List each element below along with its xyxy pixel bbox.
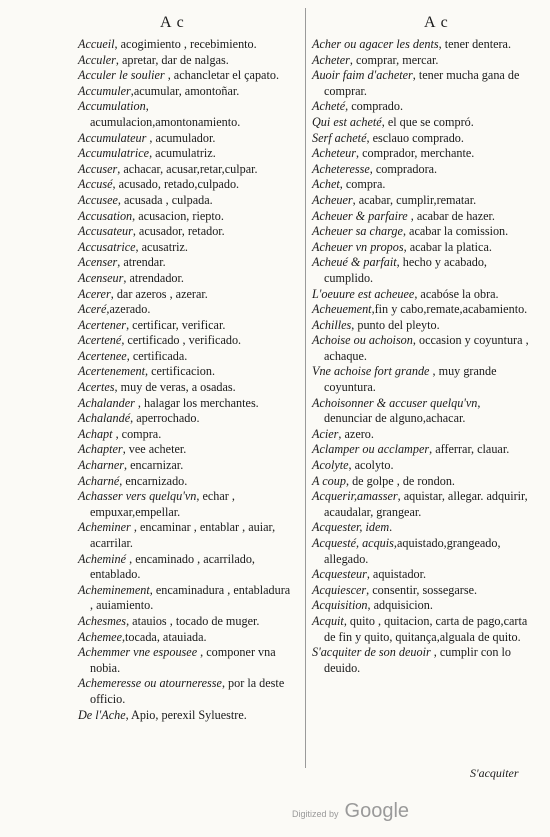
entry-headword: Acier (312, 426, 339, 441)
entry-headword: Vne achoise fort grande (312, 364, 430, 379)
dictionary-entry (312, 520, 530, 536)
entry-headword: Acheté (312, 99, 346, 114)
entry-definition: , comprador, merchante. (356, 146, 475, 161)
entry-headword: Acheminé (78, 551, 127, 566)
entry-definition: , cumplir con lo deuido. (324, 645, 511, 675)
entry-definition: , compra. (339, 177, 386, 192)
entry-headword: Auoir faim d'acheter (312, 68, 413, 83)
dictionary-entry (312, 162, 530, 178)
dictionary-entry (78, 240, 294, 256)
entry-definition: , de golpe , de rondon. (345, 473, 455, 488)
dictionary-entry (78, 396, 294, 412)
dictionary-entry (312, 427, 530, 443)
entry-definition: , tener mucha gana de comprar. (324, 68, 520, 98)
entry-definition: , certificacion. (145, 364, 216, 379)
entry-headword: Achasser vers quelqu'vn (78, 489, 197, 504)
entry-definition: , aquistador. (366, 567, 427, 582)
entry-headword: Acculer le soulier (78, 68, 165, 83)
entry-definition: , acusador, retador. (132, 224, 225, 239)
dictionary-entry (312, 302, 530, 318)
dictionary-entry (312, 224, 530, 240)
entry-headword: Acheuer vn propos (312, 239, 404, 254)
dictionary-entry (78, 68, 294, 84)
dictionary-entry (78, 552, 294, 583)
entry-definition: , certificado , verificado. (121, 333, 242, 348)
entry-definition: , componer vna nobia. (90, 645, 276, 675)
entry-headword: Acharner (78, 458, 125, 473)
digitized-label: Digitized by (292, 809, 339, 819)
dictionary-entry (78, 255, 294, 271)
entry-headword: Acerer (78, 286, 111, 301)
entry-headword: Acquit (312, 613, 344, 628)
entry-headword: Achemmer vne espousee (78, 645, 198, 660)
entry-definition: , tener dentera. (438, 37, 511, 51)
dictionary-entry (78, 224, 294, 240)
entry-headword: De l'Ache (78, 707, 126, 722)
dictionary-entry (312, 68, 530, 99)
entry-headword: Acheuer & parfaire (312, 208, 408, 223)
dictionary-entry (312, 458, 530, 474)
entry-headword: Achemee (78, 629, 122, 644)
entry-definition: , encarnizado. (119, 473, 188, 488)
entry-headword: Achalandé (78, 411, 131, 426)
entry-definition: , encaminado , acarrilado, entablado. (90, 551, 255, 582)
entry-definition: , encaminar , entablar , auiar, acarrilar. (90, 520, 276, 550)
entry-headword: Achoise ou achoison (312, 333, 413, 348)
entry-headword: Acheteresse (312, 161, 370, 176)
entry-definition: , acabóse la obra. (414, 286, 499, 301)
dictionary-entry (78, 442, 294, 458)
entry-headword: Aceré (78, 302, 107, 317)
catchword: S'acquiter (470, 766, 519, 780)
dictionary-entry (78, 209, 294, 225)
entry-headword: Acheminement (78, 582, 150, 597)
dictionary-entry (78, 146, 294, 162)
entry-definition: , certificada. (126, 348, 188, 363)
dictionary-entry (78, 37, 294, 53)
dictionary-entry (312, 287, 530, 303)
dictionary-entry (78, 474, 294, 490)
entry-headword: Accusatrice (78, 239, 136, 254)
entry-definition: , comprado. (345, 99, 404, 114)
entry-definition: , el que se compró. (381, 114, 474, 129)
entry-headword: Acheminer (78, 520, 131, 535)
dictionary-entry (78, 583, 294, 614)
entry-definition: , acabar de hazer. (407, 208, 495, 223)
entry-headword: Acolyte (312, 458, 349, 473)
dictionary-entry (312, 193, 530, 209)
entry-definition: . (389, 520, 393, 535)
dictionary-entry (312, 598, 530, 614)
entry-definition: , afferrar, clauar. (429, 442, 510, 457)
dictionary-entry (312, 489, 530, 520)
dictionary-entry (78, 333, 294, 349)
entry-headword: Acertené (78, 333, 122, 348)
entry-definition: , punto del pleyto. (351, 317, 440, 332)
entry-headword: Acquester, idem (312, 520, 390, 535)
entry-headword: Accueil (78, 37, 115, 51)
dictionary-entry (78, 318, 294, 334)
entry-definition: , acabar, cumplir,rematar. (352, 192, 477, 207)
dictionary-entry (312, 115, 530, 131)
dictionary-entry (78, 131, 294, 147)
entry-definition: , achancletar el çapato. (164, 68, 279, 83)
entry-definition: , acusacion, riepto. (132, 208, 224, 223)
entry-headword: L'oeuure est acheuee (312, 286, 415, 301)
dictionary-entry (78, 53, 294, 69)
entry-headword: Accumulateur (78, 130, 147, 145)
entry-definition: , adquisicion. (367, 598, 433, 613)
entry-definition: , apretar, dar de nalgas. (115, 52, 229, 67)
entry-definition: , hecho y acabado, cumplido. (324, 255, 487, 285)
entry-headword: Achoisonner & accuser quelqu'vn (312, 395, 478, 410)
entry-definition: , achacar, acusar,retar,culpar. (117, 161, 258, 176)
entry-headword: Achesmes (78, 613, 127, 628)
entry-definition: , comprar, mercar. (349, 52, 439, 67)
entry-definition: ,acumular, amontoñar. (130, 83, 240, 98)
dictionary-entry (78, 411, 294, 427)
entry-definition: ,aquistado,grangeado, allegado. (324, 536, 501, 566)
entry-definition: , certificar, verificar. (126, 317, 226, 332)
dictionary-entry (78, 380, 294, 396)
entry-definition: , halagar los merchantes. (134, 395, 259, 410)
entry-definition: , acumulatriz. (149, 146, 216, 161)
entry-definition: , compra. (112, 426, 162, 441)
entry-headword: Achalander (78, 395, 135, 410)
entry-headword: Achapter (78, 442, 123, 457)
entry-headword: Acquiescer (312, 582, 367, 597)
entry-headword: Accusation (78, 208, 133, 223)
dictionary-entry (78, 427, 294, 443)
dictionary-entry (78, 162, 294, 178)
entry-definition: , azero. (338, 426, 374, 441)
entry-definition: , compradora. (369, 161, 438, 176)
dictionary-entry (78, 349, 294, 365)
right-running-head: A c (424, 14, 449, 31)
entry-headword: Achilles (312, 317, 352, 332)
entry-definition: , muy de veras, a osadas. (114, 380, 236, 395)
entry-definition: , esclauo comprado. (366, 130, 464, 145)
entry-headword: Achet (312, 177, 340, 192)
dictionary-entry (312, 614, 530, 645)
entry-headword: Acheter (312, 52, 350, 67)
entry-headword: Accumulatrice (78, 146, 150, 161)
entry-definition: , acusatriz. (135, 239, 188, 254)
dictionary-entry (78, 708, 294, 724)
dictionary-entry (312, 99, 530, 115)
entry-headword: Accuser (78, 161, 118, 176)
entry-headword: Acheteur (312, 146, 356, 161)
entry-definition: , denunciar de alguno,achacar. (324, 395, 481, 426)
entry-headword: Aclamper ou acclamper (312, 442, 430, 457)
left-column (78, 37, 294, 723)
dictionary-entry (78, 99, 294, 130)
right-column (312, 37, 530, 676)
entry-definition: , acumulacion,amontonamiento. (90, 99, 241, 129)
entry-headword: Achemeresse ou atourneresse (78, 676, 222, 691)
dictionary-entry (78, 271, 294, 287)
dictionary-entry (312, 37, 530, 53)
dictionary-entry (312, 146, 530, 162)
entry-headword: Acharné (78, 473, 120, 488)
dictionary-entry (312, 567, 530, 583)
google-logo: Google (344, 800, 410, 822)
entry-definition: , aperrochado. (130, 411, 200, 426)
entry-headword: Accusé (78, 177, 113, 192)
entry-definition: ,tocada, atauiada. (121, 629, 207, 644)
entry-definition: , encaminadura , entabladura , auiamiento. (90, 582, 291, 613)
dictionary-entry (78, 177, 294, 193)
entry-headword: Acheué & parfait (312, 255, 397, 270)
dictionary-entry (312, 53, 530, 69)
dictionary-entry (312, 583, 530, 599)
entry-definition: , Apio, perexil Syluestre. (125, 707, 247, 722)
entry-headword: Acheuer (312, 192, 353, 207)
entry-headword: Acquerir,amasser (312, 489, 398, 504)
entry-headword: Accusee (78, 192, 118, 207)
dictionary-entry (312, 442, 530, 458)
entry-headword: Accumulation (78, 99, 146, 114)
dictionary-entry (312, 240, 530, 256)
entry-definition: , aquistar, allegar. adquirir, acaudalar, grangear. (324, 489, 528, 519)
dictionary-entry (78, 364, 294, 380)
entry-definition: , acogimiento , recebimiento. (114, 37, 257, 51)
dictionary-entry (312, 177, 530, 193)
entry-headword: Accumuler (78, 83, 131, 98)
entry-headword: Acquesté, acquis (312, 536, 394, 550)
entry-definition: , quito , quitacion, carta de pago,carta de fin y quito, quitança,alguala de quito. (324, 613, 528, 644)
dictionary-entry (312, 209, 530, 225)
entry-headword: A coup (312, 473, 346, 488)
entry-headword: Acenseur (78, 270, 124, 285)
entry-headword: Accusateur (78, 224, 133, 239)
entry-definition: ,fin y cabo,remate,acabamiento. (371, 302, 528, 317)
entry-headword: Acertes (78, 380, 115, 395)
entry-headword: S'acquiter de son deuoir (312, 645, 431, 660)
entry-headword: Qui est acheté (312, 114, 382, 129)
dictionary-entry (78, 630, 294, 646)
entry-definition: ,azerado. (106, 302, 151, 317)
entry-definition: , acabar la comission. (402, 224, 509, 239)
entry-headword: Achapt (78, 426, 113, 441)
dictionary-entry (78, 84, 294, 100)
column-divider (305, 8, 306, 768)
entry-definition: , consentir, sossegarse. (366, 582, 478, 597)
dictionary-entry (78, 489, 294, 520)
entry-definition: , acusada , culpada. (117, 192, 213, 207)
dictionary-entry (78, 676, 294, 707)
entry-definition: , atrendador. (123, 270, 184, 285)
dictionary-entry (312, 333, 530, 364)
entry-headword: Acculer (78, 52, 116, 67)
dictionary-entry (78, 193, 294, 209)
entry-headword: Acquisition (312, 598, 368, 613)
dictionary-entry (312, 131, 530, 147)
entry-definition: , echar , empuxar,empellar. (90, 489, 235, 519)
entry-headword: Acquesteur (312, 567, 367, 582)
dictionary-entry (78, 287, 294, 303)
entry-headword: Acheuer sa charge (312, 224, 403, 239)
entry-definition: , por la deste officio. (90, 676, 285, 706)
dictionary-entry (78, 520, 294, 551)
dictionary-entry (78, 302, 294, 318)
entry-headword: Serf acheté (312, 130, 367, 145)
entry-definition: , dar azeros , azerar. (110, 286, 208, 301)
entry-definition: , acolyto. (348, 458, 394, 473)
entry-definition: , encarnizar. (124, 458, 184, 473)
dictionary-entry (312, 318, 530, 334)
entry-definition: , acabar la platica. (403, 239, 492, 254)
dictionary-entry (312, 536, 530, 567)
left-running-head: A c (160, 14, 185, 31)
dictionary-entry (312, 474, 530, 490)
dictionary-entry (78, 614, 294, 630)
entry-headword: Acheuement (312, 302, 372, 317)
entry-headword: Acertenee (78, 348, 127, 363)
digitized-by-google-watermark (292, 800, 442, 823)
entry-headword: Acenser (78, 255, 118, 270)
dictionary-entry (312, 255, 530, 286)
dictionary-entry (78, 645, 294, 676)
entry-definition: , occasion y coyuntura , achaque. (324, 333, 529, 363)
entry-headword: Acher ou agacer les dents (312, 37, 439, 51)
dictionary-entry (312, 645, 530, 676)
entry-definition: , muy grande coyuntura. (324, 364, 497, 395)
dictionary-entry (78, 458, 294, 474)
entry-definition: , acusado, retado,culpado. (112, 177, 240, 192)
entry-headword: Acertener (78, 317, 127, 332)
entry-definition: , acumulador. (146, 130, 216, 145)
entry-definition: , vee acheter. (122, 442, 187, 457)
entry-definition: , atauios , tocado de muger. (126, 613, 260, 628)
dictionary-entry (312, 364, 530, 395)
entry-definition: , atrendar. (117, 255, 166, 270)
entry-headword: Acertenement (78, 364, 145, 379)
dictionary-entry (312, 396, 530, 427)
